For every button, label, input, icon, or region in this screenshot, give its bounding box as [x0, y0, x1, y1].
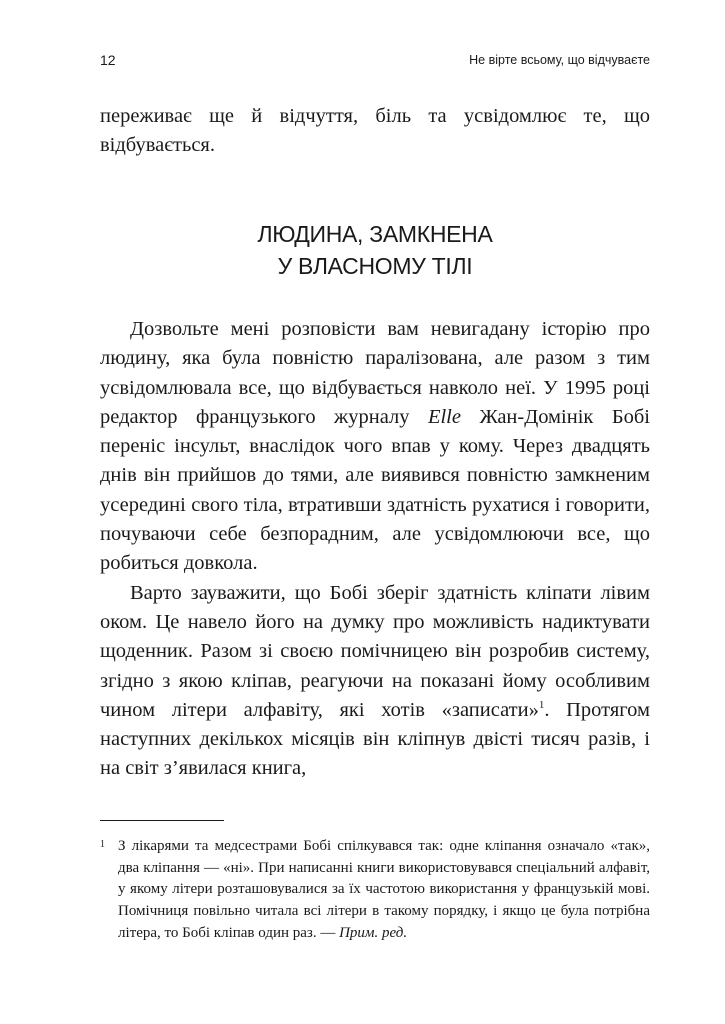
running-title: Не вірте всьому, що відчуваєте	[469, 53, 650, 67]
section-heading	[100, 218, 650, 282]
footnote	[100, 836, 650, 945]
page-header	[100, 52, 650, 72]
footnote-text-block	[118, 836, 650, 945]
intro-paragraph-text: переживає ще й відчуття, біль та усвідомлює те, що відбувається.	[100, 105, 650, 157]
main-text	[100, 315, 650, 784]
footnote-text: З лікарями та медсестрами Бобі спілкувався так: одне кліпання означало «так», два кліпання — «ні». При написанні книги використовувався спеціальний алфавіт, у якому літери розташовувалися за їх частотою використання у французькій мові. Помічниця повільно читала всі літери в такому порядку, і якщо це була потрібна літера, то Бобі кліпав один раз. —	[118, 838, 650, 941]
footnote-reference[interactable]: 1	[538, 699, 545, 712]
magazine-name: Elle	[427, 405, 461, 428]
editor-note: Прим. ред.	[339, 924, 408, 941]
paragraph-1-part-1: Дозвольте мені розповісти вам невигадану історію про людину, яка була повністю паралізована, але разом з тим усвідомлювала все, що відбувається навколо неї. У 1995 році редактор французького журналу	[100, 318, 650, 428]
section-heading-line-1: ЛЮДИНА, ЗАМКНЕНА	[257, 221, 493, 247]
paragraph-1	[100, 315, 650, 579]
footnote-divider	[100, 820, 224, 821]
paragraph-1-part-2: Жан-Домінік Бобі переніс інсульт, внаслідок чого впав у кому. Через двадцять днів він прийшов до тями, але виявився повністю замкненим усередині свого тіла, втративши здатність рухатися і говорити, почуваючи себе безпорадним, але усвідомлюючи все, що робиться довкола.	[100, 405, 650, 575]
paragraph-2	[100, 579, 650, 784]
page-number: 12	[100, 52, 116, 68]
paragraph-2-part-2: . Протягом наступних декількох місяців він кліпнув двісті тисяч разів, і на світ з’явилася книга,	[100, 698, 650, 780]
paragraph-2-part-1: Варто зауважити, що Бобі зберіг здатність кліпати лівим оком. Це навело його на думку про можливість надиктувати щоденник. Разом зі своєю помічницею він розробив систему, згідно з якою кліпав, реагуючи на показані йому особливим чином літери алфавіту, які хотів «записати»	[100, 581, 650, 721]
footnote-mark: 1	[100, 839, 105, 850]
section-heading-line-2: У ВЛАСНОМУ ТІЛІ	[277, 253, 473, 279]
intro-paragraph	[100, 102, 650, 161]
